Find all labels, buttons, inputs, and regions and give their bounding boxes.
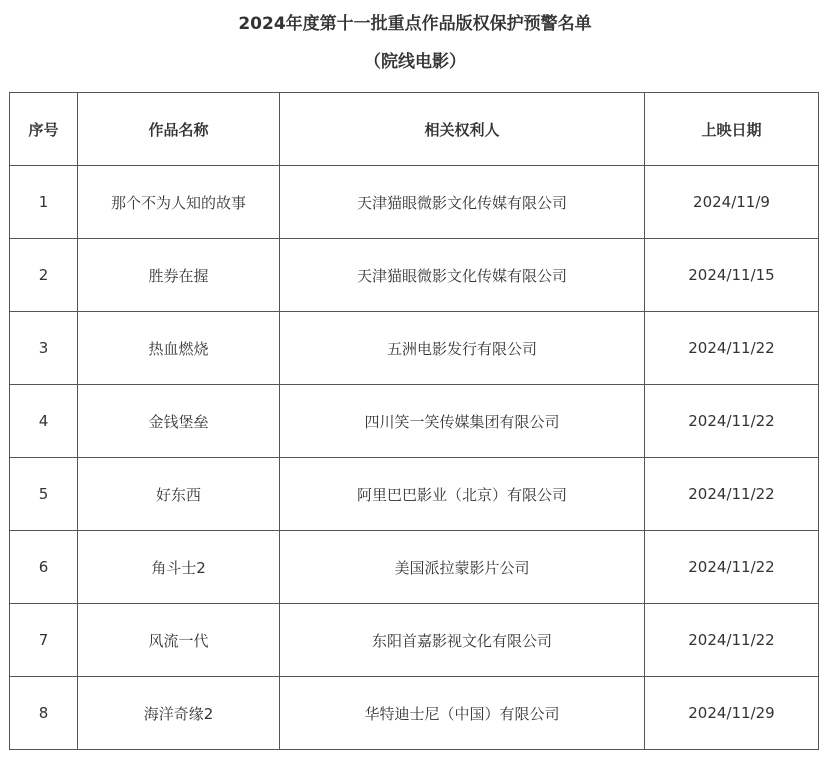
table-row: [10, 604, 819, 677]
cell-work-title: 胜券在握: [78, 239, 280, 312]
cell-rights-holder: 美国派拉蒙影片公司: [280, 531, 645, 604]
cell-rights-holder: 天津猫眼微影文化传媒有限公司: [280, 239, 645, 312]
cell-work-title: 热血燃烧: [78, 312, 280, 385]
cell-release-date: 2024/11/15: [645, 239, 819, 312]
cell-index: 7: [10, 604, 78, 677]
document-subtitle: （院线电影）: [364, 52, 466, 72]
table-row: [10, 166, 819, 239]
cell-release-date: 2024/11/22: [645, 385, 819, 458]
cell-index: 3: [10, 312, 78, 385]
table-row: [10, 458, 819, 531]
header-rights-holder: 相关权利人: [280, 93, 645, 166]
cell-release-date: 2024/11/22: [645, 312, 819, 385]
cell-index: 1: [10, 166, 78, 239]
cell-index: 5: [10, 458, 78, 531]
warning-list-table: [9, 92, 819, 750]
cell-release-date: 2024/11/9: [645, 166, 819, 239]
table-row: [10, 677, 819, 750]
document-title: 2024年度第十一批重点作品版权保护预警名单: [238, 14, 592, 34]
cell-release-date: 2024/11/22: [645, 458, 819, 531]
cell-rights-holder: 天津猫眼微影文化传媒有限公司: [280, 166, 645, 239]
cell-index: 2: [10, 239, 78, 312]
table-row: [10, 385, 819, 458]
cell-rights-holder: 东阳首嘉影视文化有限公司: [280, 604, 645, 677]
cell-index: 4: [10, 385, 78, 458]
header-work-title: 作品名称: [78, 93, 280, 166]
table-row: [10, 239, 819, 312]
cell-rights-holder: 华特迪士尼（中国）有限公司: [280, 677, 645, 750]
cell-rights-holder: 五洲电影发行有限公司: [280, 312, 645, 385]
cell-release-date: 2024/11/22: [645, 531, 819, 604]
header-release-date: 上映日期: [645, 93, 819, 166]
cell-work-title: 好东西: [78, 458, 280, 531]
cell-work-title: 那个不为人知的故事: [78, 166, 280, 239]
cell-work-title: 风流一代: [78, 604, 280, 677]
cell-work-title: 角斗士2: [78, 531, 280, 604]
header-index: 序号: [10, 93, 78, 166]
table-row: [10, 531, 819, 604]
cell-work-title: 金钱堡垒: [78, 385, 280, 458]
cell-work-title: 海洋奇缘2: [78, 677, 280, 750]
cell-index: 8: [10, 677, 78, 750]
cell-rights-holder: 阿里巴巴影业（北京）有限公司: [280, 458, 645, 531]
table-header-row: [10, 93, 819, 166]
cell-rights-holder: 四川笑一笑传媒集团有限公司: [280, 385, 645, 458]
cell-index: 6: [10, 531, 78, 604]
table-row: [10, 312, 819, 385]
cell-release-date: 2024/11/22: [645, 604, 819, 677]
cell-release-date: 2024/11/29: [645, 677, 819, 750]
